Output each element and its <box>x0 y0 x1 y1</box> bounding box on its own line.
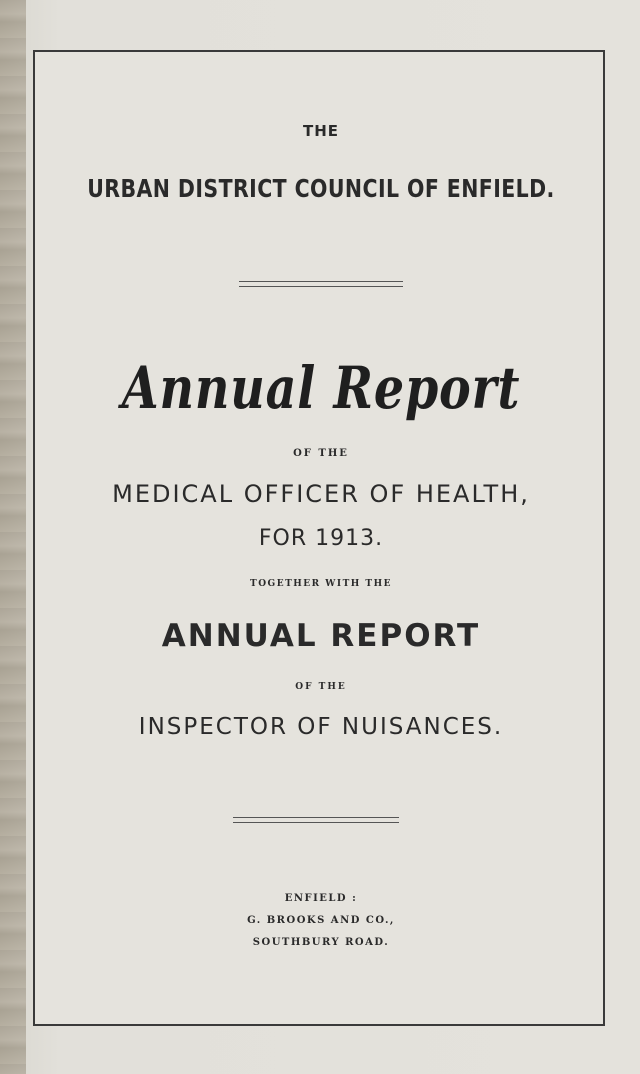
officer-line: MEDICAL OFFICER OF HEALTH, <box>112 480 530 508</box>
torn-page-edge <box>0 0 26 1074</box>
double-rule-top <box>239 281 403 287</box>
printer-address: SOUTHBURY ROAD. <box>252 937 390 948</box>
inspector-line: INSPECTOR OF NUISANCES. <box>138 714 504 740</box>
second-title: ANNUAL REPORT <box>161 618 481 654</box>
together-line: TOGETHER WITH THE <box>250 579 392 589</box>
heading-the: THE <box>302 122 340 140</box>
printer-name: G. BROOKS AND CO., <box>247 915 395 926</box>
double-rule-bottom <box>233 817 399 823</box>
border-frame <box>33 50 605 1026</box>
printer-place: ENFIELD : <box>284 893 358 904</box>
of-the-label-2: OF THE <box>295 682 347 692</box>
of-the-label: OF THE <box>293 448 349 459</box>
main-title: Annual Report <box>121 354 521 422</box>
year-line: FOR 1913. <box>258 526 384 551</box>
council-name: URBAN DISTRICT COUNCIL OF ENFIELD. <box>87 174 555 203</box>
